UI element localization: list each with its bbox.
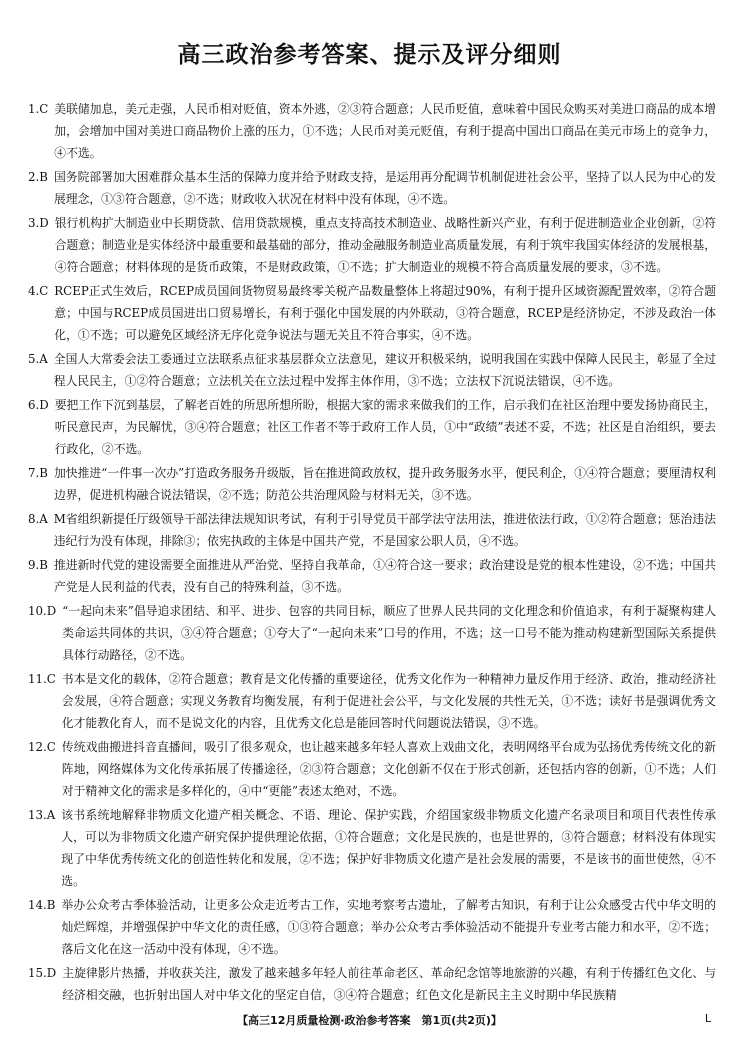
answer-explanation: “一起向未来”倡导追求团结、和平、进步、包容的共同目标，顺应了世界人民共同的文化理念和价值追求，有利于凝聚构建人类命运共同体的共识，③④符合题意；①夸大了“一起向未来”口号的作用，不选；这一口号不能为推动构建新型国际关系提供具体行动路径，②不选。	[62, 604, 716, 662]
answer-explanation: RCEP正式生效后，RCEP成员国间货物贸易最终零关税产品数量整体上将超过90%，有利于提升区域资源配置效率，②符合题意；中国与RCEP成员国进出口贸易增长，有利于强化中国发展的内外联动，③符合题意，RCEP是经济协定，不涉及政治一体化，①不选；可以避免区域经济无序化竞争说法与题无关且不符合事实，④不选。	[54, 284, 716, 342]
answer-explanation: 银行机构扩大制造业中长期贷款、信用贷款规模，重点支持高技术制造业、战略性新兴产业，有利于促进制造业企业创新，②符合题意；制造业是实体经济中最重要和最基础的部分，推动金融服务制造业高质量发展，有利于筑牢我国实体经济的发展根基，④符合题意；材料体现的是货币政策，不是财政政策，①不选；扩大制造业的规模不符合高质量发展的要求，③不选。	[54, 216, 716, 274]
answer-item-15	[28, 962, 716, 1006]
answer-explanation: 推进新时代党的建设需要全面推进从严治党、坚持自我革命，①④符合这一要求；政治建设是党的根本性建设，②不选；中国共产党是人民利益的代表，没有自己的特殊利益，③不选。	[53, 558, 716, 594]
answer-item-1	[28, 98, 716, 164]
answer-explanation: 该书系统地解释非物质文化遗产相关概念、不语、理论、保护实践，介绍国家级非物质文化遗产名录项目和项目代表性传承人，可以为非物质文化遗产研究保护提供理论依据，①符合题意；文化是民族的，也是世界的，③符合题意；材料没有体现实现了中华优秀传统文化的创造性转化和发展，②不选；保护好非物质文化遗产是社会发展的需要，不是该书的面世使然，④不选。	[61, 808, 716, 888]
answer-number: 9.B	[28, 558, 48, 572]
answer-item-14	[28, 894, 716, 960]
answer-explanation: 加快推进“一件事一次办”打造政务服务升级版，旨在推进简政放权，提升政务服务水平，便民利企，①④符合题意；要厘清权利边界，促进机构融合说法错误，②不选；防范公共治理风险与材料无关，③不选。	[53, 466, 716, 502]
answer-explanation: 举办公众考古季体验活动，让更多公众走近考古工作，实地考察考古遗址，了解考古知识，有利于让公众感受古代中华文明的灿烂辉煌，并增强保护中华文化的责任感，①③符合题意；举办公众考古季体验活动不能提升专业考古能力和水平，②不选；落后文化在这一活动中没有体现，④不选。	[61, 898, 716, 956]
answer-item-12	[28, 736, 716, 802]
answer-number: 2.B	[28, 170, 48, 184]
answer-number: 6.D	[28, 398, 49, 412]
answer-number: 1.C	[28, 102, 49, 116]
answer-number: 13.A	[28, 808, 56, 822]
answer-explanation: 国务院部署加大困难群众基本生活的保障力度并给予财政支持，是运用再分配调节机制促进社会公平，坚持了以人民为中心的发展理念，①③符合题意，②不选；财政收入状况在材料中没有体现，④不选。	[53, 170, 716, 206]
answer-explanation: 主旋律影片热播，并收获关注，激发了越来越多年轻人前往革命老区、革命纪念馆等地旅游的兴趣，有利于传播红色文化、与经济相交融，也折射出国人对中华文化的坚定自信，③④符合题意；红色文化是新民主主义时期中华民族精	[62, 966, 716, 1002]
answer-number: 7.B	[28, 466, 48, 480]
answer-item-5	[28, 348, 716, 392]
answer-number: 11.C	[28, 672, 56, 686]
answer-list	[28, 98, 716, 1008]
corner-mark: L	[704, 1012, 711, 1025]
answer-item-13	[28, 804, 716, 892]
answer-number: 12.C	[28, 740, 56, 754]
answer-explanation: 要把工作下沉到基层，了解老百姓的所思所想所盼，根据大家的需求来做我们的工作，启示我们在社区治理中要发扬协商民主，听民意民声，为民解忧，③④符合题意；社区工作者不等于政府工作人员，①中“政绩”表述不妥，不选；社区是自治组织，要去行政化，②不选。	[54, 398, 716, 456]
answer-explanation: 传统戏曲搬进抖音直播间，吸引了很多观众，也让越来越多年轻人喜欢上戏曲文化，表明网络平台成为弘扬优秀传统文化的新阵地，网络媒体为文化传承拓展了传播途径，②③符合题意；文化创新不仅在于形式创新，还包括内容的创新，①不选；人们对于精神文化的需求是多样化的，④中“更能”表述太绝对，不选。	[61, 740, 716, 798]
answer-item-6	[28, 394, 716, 460]
answer-number: 14.B	[28, 898, 56, 912]
answer-number: 5.A	[28, 352, 48, 366]
answer-number: 4.C	[28, 284, 49, 298]
answer-explanation: M省组织新提任厅级领导干部法律法规知识考试，有利于引导党员干部学法守法用法，推进依法行政，①②符合题意；惩治违法违纪行为没有体现，排除③；依宪执政的主体是中国共产党，不是国家公职人员，④不选。	[53, 512, 716, 548]
answer-explanation: 书本是文化的载体，②符合题意；教育是文化传播的重要途径，优秀文化作为一种精神力量反作用于经济、政治，推动经济社会发展，④符合题意；实现义务教育均衡发展，有利于促进社会公平，与文化发展的共性无关，①不选；读好书是强调优秀文化才能教化育人，而不是说文化的内容，且优秀文化总是能回答时代问题说法错误，③不选。	[61, 672, 716, 730]
answer-item-8	[28, 508, 716, 552]
answer-number: 15.D	[28, 966, 57, 980]
answer-item-7	[28, 462, 716, 506]
answer-item-2	[28, 166, 716, 210]
page-footer: 【高三12月质量检测·政治参考答案 第1页(共2页)】	[237, 1014, 502, 1027]
answer-number: 10.D	[28, 604, 57, 618]
answer-explanation: 美联储加息，美元走强，人民币相对贬值，资本外逃，②③符合题意；人民币贬值，意味着中国民众购买对美进口商品的成本增加，会增加中国对美进口商品物价上涨的压力，①不选；人民币对美元贬值，有利于提高中国出口商品在美元市场上的竞争力，④不选。	[54, 102, 716, 160]
page-title: 高三政治参考答案、提示及评分细则	[177, 42, 562, 68]
answer-number: 8.A	[28, 512, 48, 526]
answer-item-11	[28, 668, 716, 734]
answer-item-3	[28, 212, 716, 278]
answer-item-4	[28, 280, 716, 346]
answer-item-10	[28, 600, 716, 666]
answer-item-9	[28, 554, 716, 598]
answer-number: 3.D	[28, 216, 49, 230]
answer-explanation: 全国人大常委会法工委通过立法联系点征求基层群众立法意见，建议开积极采纳，说明我国在实践中保障人民民主，彰显了全过程人民民主，①②符合题意；立法机关在立法过程中发挥主体作用，③不选；立法权下沉说法错误，④不选。	[53, 352, 716, 388]
